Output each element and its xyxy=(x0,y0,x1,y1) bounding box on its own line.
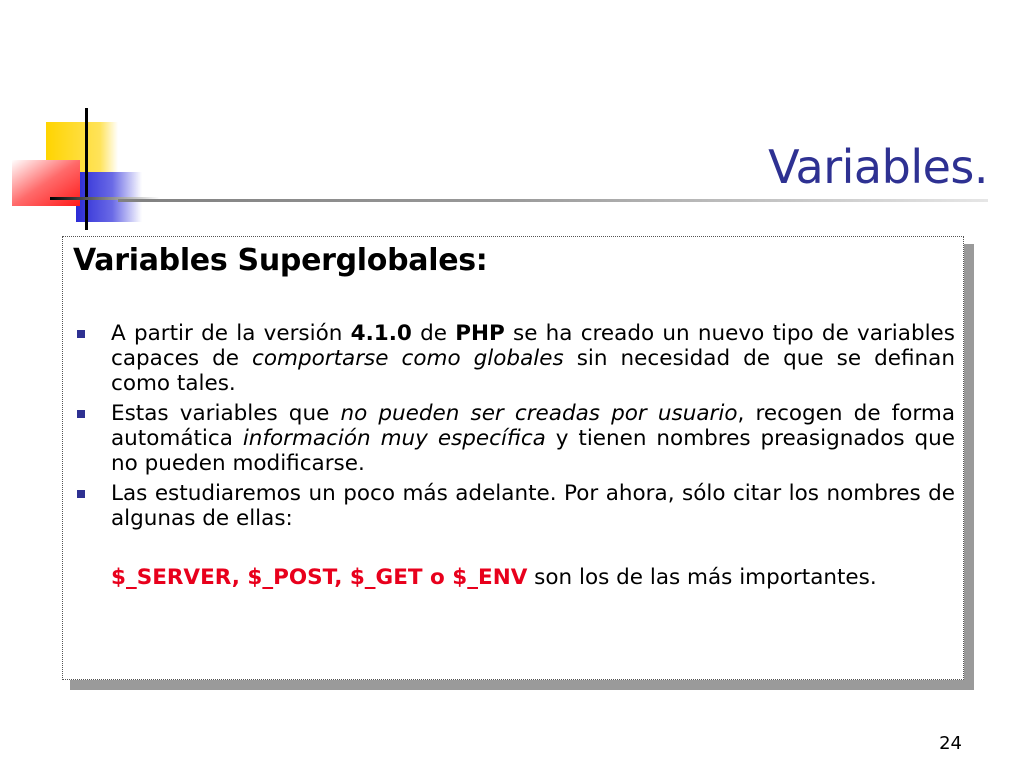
bullet-text-run: 4.1.0 xyxy=(350,321,412,346)
highlight-line xyxy=(111,565,877,590)
bullet-text-run: PHP xyxy=(455,321,505,346)
superglobals-names: $_SERVER, $_POST, $_GET o $_ENV xyxy=(111,565,528,590)
bullet-item xyxy=(73,321,955,396)
highlight-line-rest: son los de las más importantes. xyxy=(527,565,877,590)
bullet-square-icon xyxy=(77,410,85,418)
slide-title: Variables. xyxy=(768,140,988,194)
decorative-logo xyxy=(0,0,160,240)
bullet-square-icon xyxy=(77,330,85,338)
bullet-item xyxy=(73,481,955,531)
bullet-text-run: información muy específica xyxy=(242,426,546,451)
bullet-text-run: A partir de la versión xyxy=(111,321,351,346)
bullet-text-run: y tienen nombres preasignados que no pueden modificarse. xyxy=(111,426,955,476)
bullet-text-run: sin necesidad de que se definan como tales. xyxy=(111,346,955,396)
bullet-text-run: de xyxy=(411,321,456,346)
logo-vertical-line xyxy=(85,108,88,230)
bullet-item xyxy=(73,401,955,476)
content-box xyxy=(62,236,964,680)
bullet-text-run: Las estudiaremos un poco más adelante. Por ahora, sólo citar los nombres de algunas de ellas: xyxy=(111,481,955,531)
title-underline xyxy=(118,199,988,202)
bullet-list xyxy=(73,321,955,536)
bullet-square-icon xyxy=(77,490,85,498)
bullet-text-run: comportarse como globales xyxy=(252,346,564,371)
page-number: 24 xyxy=(939,733,962,754)
bullet-text-run: , recogen de forma automática xyxy=(111,401,955,451)
bullet-text-run: Estas variables que xyxy=(111,401,341,426)
section-heading: Variables Superglobales: xyxy=(73,243,488,278)
bullet-text-run: no pueden ser creadas por usuario xyxy=(340,401,738,426)
bullet-text-run: se ha creado un nuevo tipo de variables capaces de xyxy=(111,321,955,371)
